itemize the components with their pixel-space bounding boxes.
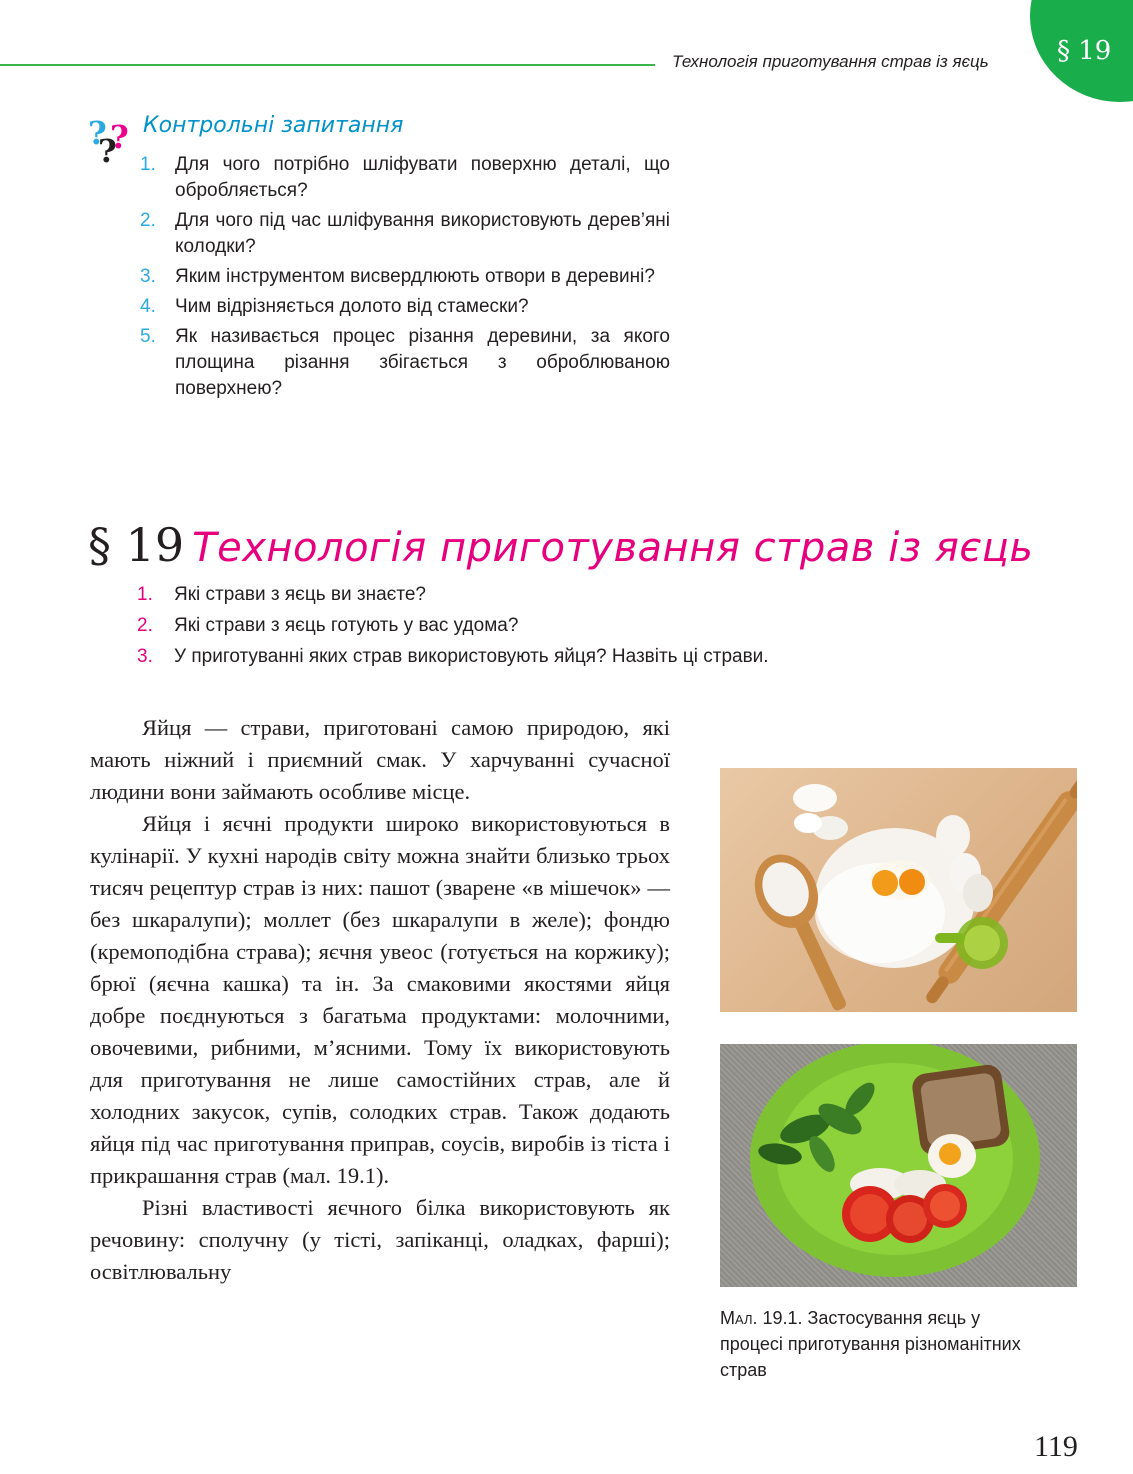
paragraph: Різні властивості яєчного білка використовують як речовину: сполучну (у тісті, запіканці, оладках, фарші); освітлювальну <box>90 1195 670 1284</box>
paragraph: Яйця і яєчні продукти широко використовуються в кулінарії. У кухні народів світу можна знайти близько трьох тисяч рецептур страв із них: пашот (зварене «в мішечок» — без шкаралупи); моллет (без шкаралупи в желе); фондю (кремоподібна страва); яєчня увеос (готується на коржику); брюї (яєчна кашка) та ін. За смаковими якостями яйця добре поєднуються з багатьма продуктами: молочними, овочевими, рибними, м’ясними. Тому їх використовують для приготування не лише самостійних страв, але й холодних закусок, супів, солодких страв. Також додають яйця під час приготування приправ, соусів, виробів із тіста і прикрашання страв (мал. 19.1). <box>90 811 670 1188</box>
list-item <box>140 208 670 260</box>
figure-caption <box>720 1305 1040 1383</box>
photo-flour-eggs <box>720 768 1077 1012</box>
list-item <box>137 644 897 670</box>
section-number: § 19 <box>88 518 185 572</box>
list-item <box>137 613 897 639</box>
control-questions-list <box>140 152 670 406</box>
item-number: 3. <box>137 646 153 667</box>
body-text <box>90 712 670 1288</box>
list-item <box>140 152 670 204</box>
page-number: 119 <box>1034 1430 1078 1463</box>
item-number: 1. <box>140 154 156 175</box>
caption-label: Мал. 19.1. <box>720 1308 803 1328</box>
item-text: Для чого під час шліфування використовують дерев’яні колодки? <box>175 210 670 257</box>
item-text: У приготуванні яких страв використовують яйця? Назвіть ці страви. <box>174 646 769 667</box>
photo-flour-eggs-drawing <box>720 768 1077 1012</box>
section-badge-label: § 19 <box>1057 36 1112 66</box>
item-number: 1. <box>137 584 153 605</box>
item-text: Чим відрізняється долото від стамески? <box>175 296 529 317</box>
control-questions-title: Контрольні запитання <box>143 113 404 138</box>
item-text: Які страви з яєць готують у вас удома? <box>174 615 519 636</box>
paragraph: Яйця — страви, приготовані самою природою, які мають ніжний і приємний смак. У харчуванні сучасної людини вони займають особливе місце. <box>90 715 670 804</box>
item-number: 2. <box>137 615 153 636</box>
intro-questions-list <box>137 582 897 675</box>
list-item <box>140 324 670 402</box>
item-text: Яким інструментом висвердлюють отвори в деревині? <box>175 266 655 287</box>
header-rule <box>0 64 655 66</box>
item-text: Для чого потрібно шліфувати поверхню деталі, що обробляється? <box>175 154 670 201</box>
item-number: 5. <box>140 326 156 347</box>
photo-salad-plate-drawing <box>720 1044 1077 1287</box>
caption-text: Застосування яєць у процесі приготування різноманітних страв <box>720 1308 1021 1380</box>
section-title: Технологія приготування страв із яєць <box>192 525 1034 571</box>
item-number: 3. <box>140 266 156 287</box>
item-number: 2. <box>140 210 156 231</box>
running-title: Технологія приготування страв із яєць <box>672 52 989 71</box>
item-text: Як називається процес різання деревини, за якого площина різання збігається з оброблюваною поверхнею? <box>175 326 670 399</box>
photo-salad-plate <box>720 1044 1077 1287</box>
list-item <box>137 582 897 608</box>
item-number: 4. <box>140 296 156 317</box>
item-text: Які страви з яєць ви знаєте? <box>174 584 426 605</box>
section-heading <box>88 518 1034 572</box>
list-item <box>140 264 670 290</box>
question-marks-icon: ? ? ? <box>88 114 129 170</box>
list-item <box>140 294 670 320</box>
